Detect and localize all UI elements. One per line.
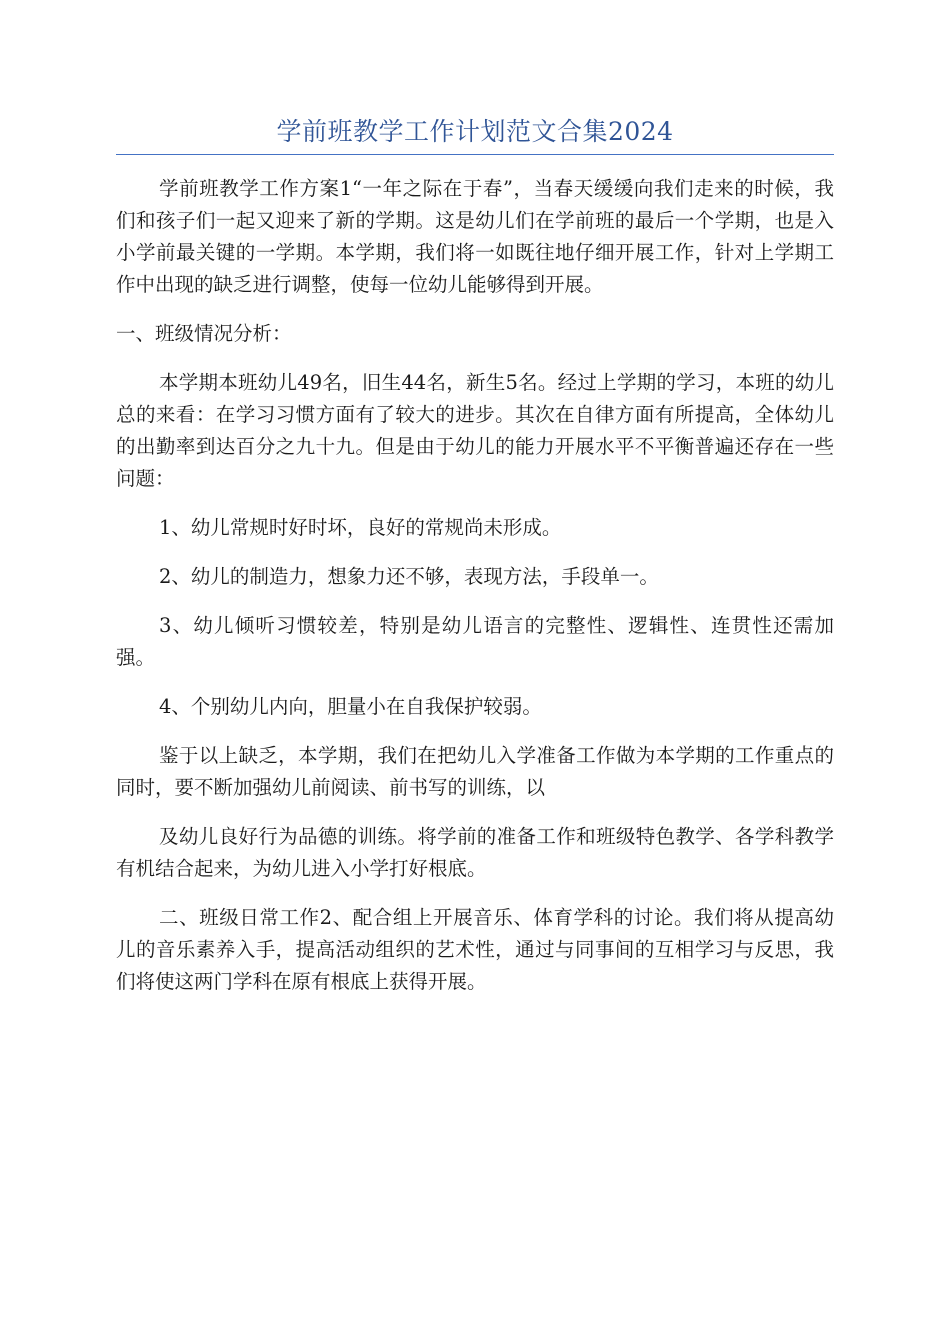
document-title: 学前班教学工作计划范文合集2024: [276, 117, 674, 146]
list-item-issue-3: 3、幼儿倾听习惯较差，特别是幼儿语言的完整性、逻辑性、连贯性还需加强。: [116, 614, 834, 669]
paragraph-intro: 学前班教学工作方案1“一年之际在于春”，当春天缓缓向我们走来的时候，我们和孩子们一起又迎来了新的学期。这是幼儿们在学前班的最后一个学期，也是入小学前最关键的一学期。本学期，我们将一如既往地仔细开展工作，针对上学期工作中出现的缺乏进行调整，使每一位幼儿能够得到开展。: [116, 177, 834, 296]
paragraph-daily-work: 二、班级日常工作2、配合组上开展音乐、体育学科的讨论。我们将从提高幼儿的音乐素养入手，提高活动组织的艺术性，通过与同事间的互相学习与反思，我们将使这两门学科在原有根底上获得开展。: [116, 906, 834, 993]
paragraph-class-overview: 本学期本班幼儿49名，旧生44名，新生5名。经过上学期的学习，本班的幼儿总的来看：在学习习惯方面有了较大的进步。其次在自律方面有所提高，全体幼儿的出勤率到达百分之九十九。但是由于幼儿的能力开展水平不平衡普遍还存在一些问题：: [116, 371, 834, 490]
section-heading-class-analysis: 一、班级情况分析：: [116, 322, 292, 345]
list-item-issue-2: 2、幼儿的制造力，想象力还不够，表现方法，手段单一。: [159, 565, 659, 588]
paragraph-focus: 鉴于以上缺乏，本学期，我们在把幼儿入学准备工作做为本学期的工作重点的同时，要不断加强幼儿前阅读、前书写的训练，以: [116, 744, 834, 799]
document-body: [116, 173, 834, 1015]
paragraph-focus-continued: 及幼儿良好行为品德的训练。将学前的准备工作和班级特色教学、各学科教学有机结合起来，为幼儿进入小学打好根底。: [116, 825, 834, 880]
title-underline: [116, 154, 834, 155]
list-item-issue-4: 4、个别幼儿内向，胆量小在自我保护较弱。: [159, 695, 542, 718]
list-item-issue-1: 1、幼儿常规时好时坏，良好的常规尚未形成。: [159, 516, 562, 539]
